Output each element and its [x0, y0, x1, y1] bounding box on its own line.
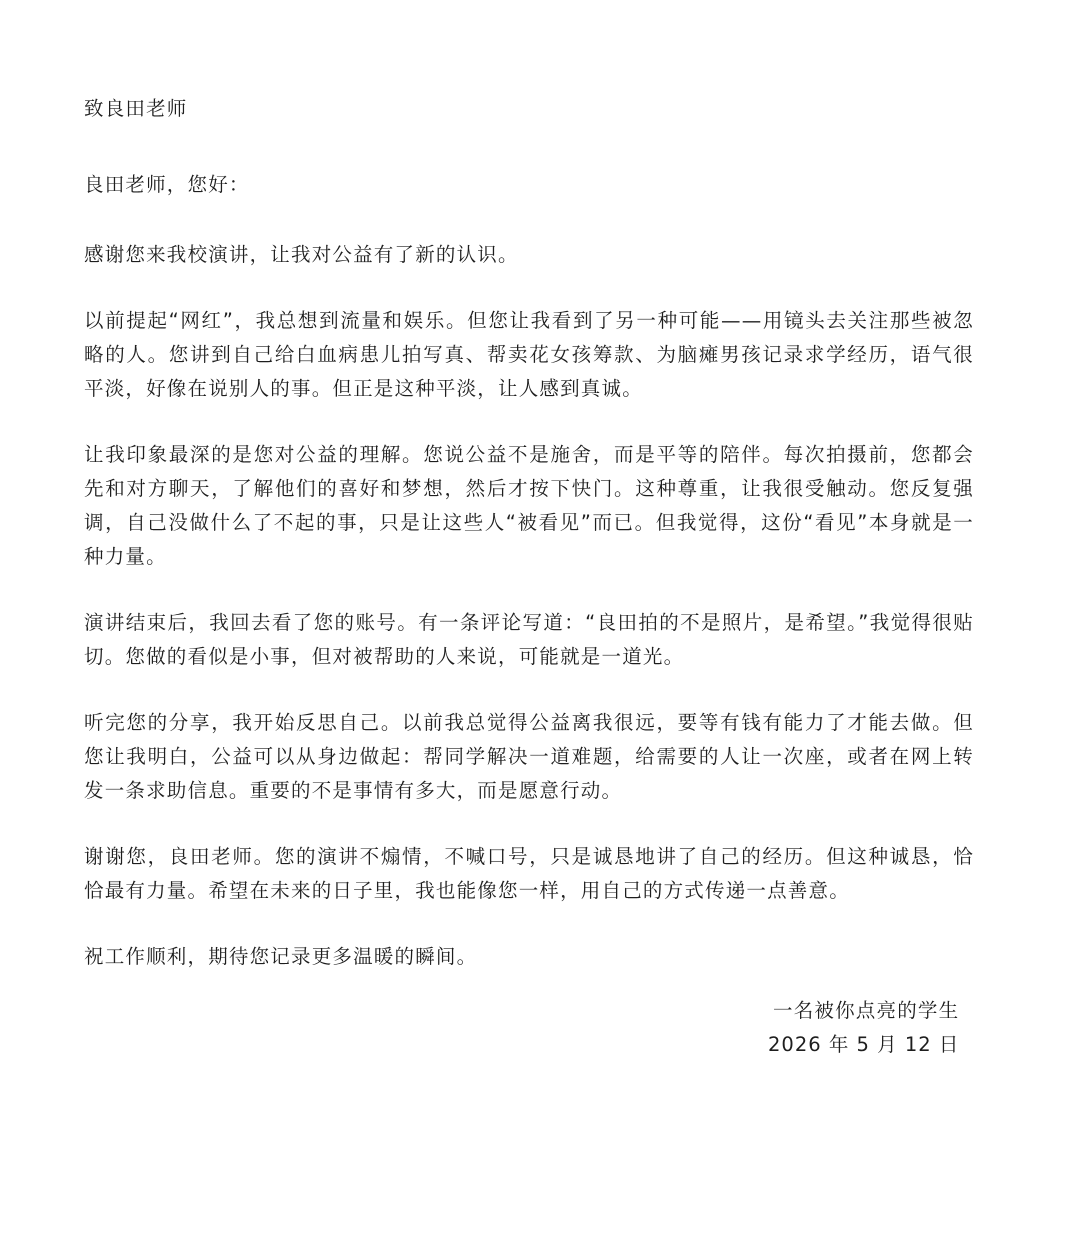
paragraph-thanks: 感谢您来我校演讲，让我对公益有了新的认识。 [84, 243, 519, 266]
paragraph-charity-understanding: 让我印象最深的是您对公益的理解。您说公益不是施舍，而是平等的陪伴。每次拍摄前，您都会先和对方聊天，了解他们的喜好和梦想，然后才按下快门。这种尊重，让我很受触动。您反复强调，自己没做什么了不起的事，只是让这些人“被看见”而已。但我觉得，这份“看见”本身就是一种力量。 [84, 443, 974, 568]
letter-title: 致良田老师 [84, 97, 188, 120]
signature-name: 一名被你点亮的学生 [773, 999, 960, 1022]
paragraph-closing-wish: 祝工作顺利，期待您记录更多温暖的瞬间。 [84, 945, 478, 968]
letter-body [84, 92, 974, 1006]
paragraph-after-lecture: 演讲结束后，我回去看了您的账号。有一条评论写道：“良田拍的不是照片，是希望。”我觉得很贴切。您做的看似是小事，但对被帮助的人来说，可能就是一道光。 [84, 611, 974, 668]
letter-salutation: 良田老师，您好： [84, 173, 250, 196]
paragraph-reflection: 听完您的分享，我开始反思自己。以前我总觉得公益离我很远，要等有钱有能力了才能去做。但您让我明白，公益可以从身边做起：帮同学解决一道难题，给需要的人让一次座，或者在网上转发一条求助信息。重要的不是事情有多大，而是愿意行动。 [84, 711, 974, 802]
signature-date: 2026 年 5 月 12 日 [768, 1033, 960, 1056]
paragraph-gratitude: 谢谢您，良田老师。您的演讲不煽情，不喊口号，只是诚恳地讲了自己的经历。但这种诚恳，恰恰最有力量。希望在未来的日子里，我也能像您一样，用自己的方式传递一点善意。 [84, 845, 974, 902]
paragraph-internet-celebrity: 以前提起“网红”，我总想到流量和娱乐。但您让我看到了另一种可能——用镜头去关注那些被忽略的人。您讲到自己给白血病患儿拍写真、帮卖花女孩筹款、为脑瘫男孩记录求学经历，语气很平淡，好像在说别人的事。但正是这种平淡，让人感到真诚。 [84, 309, 974, 400]
